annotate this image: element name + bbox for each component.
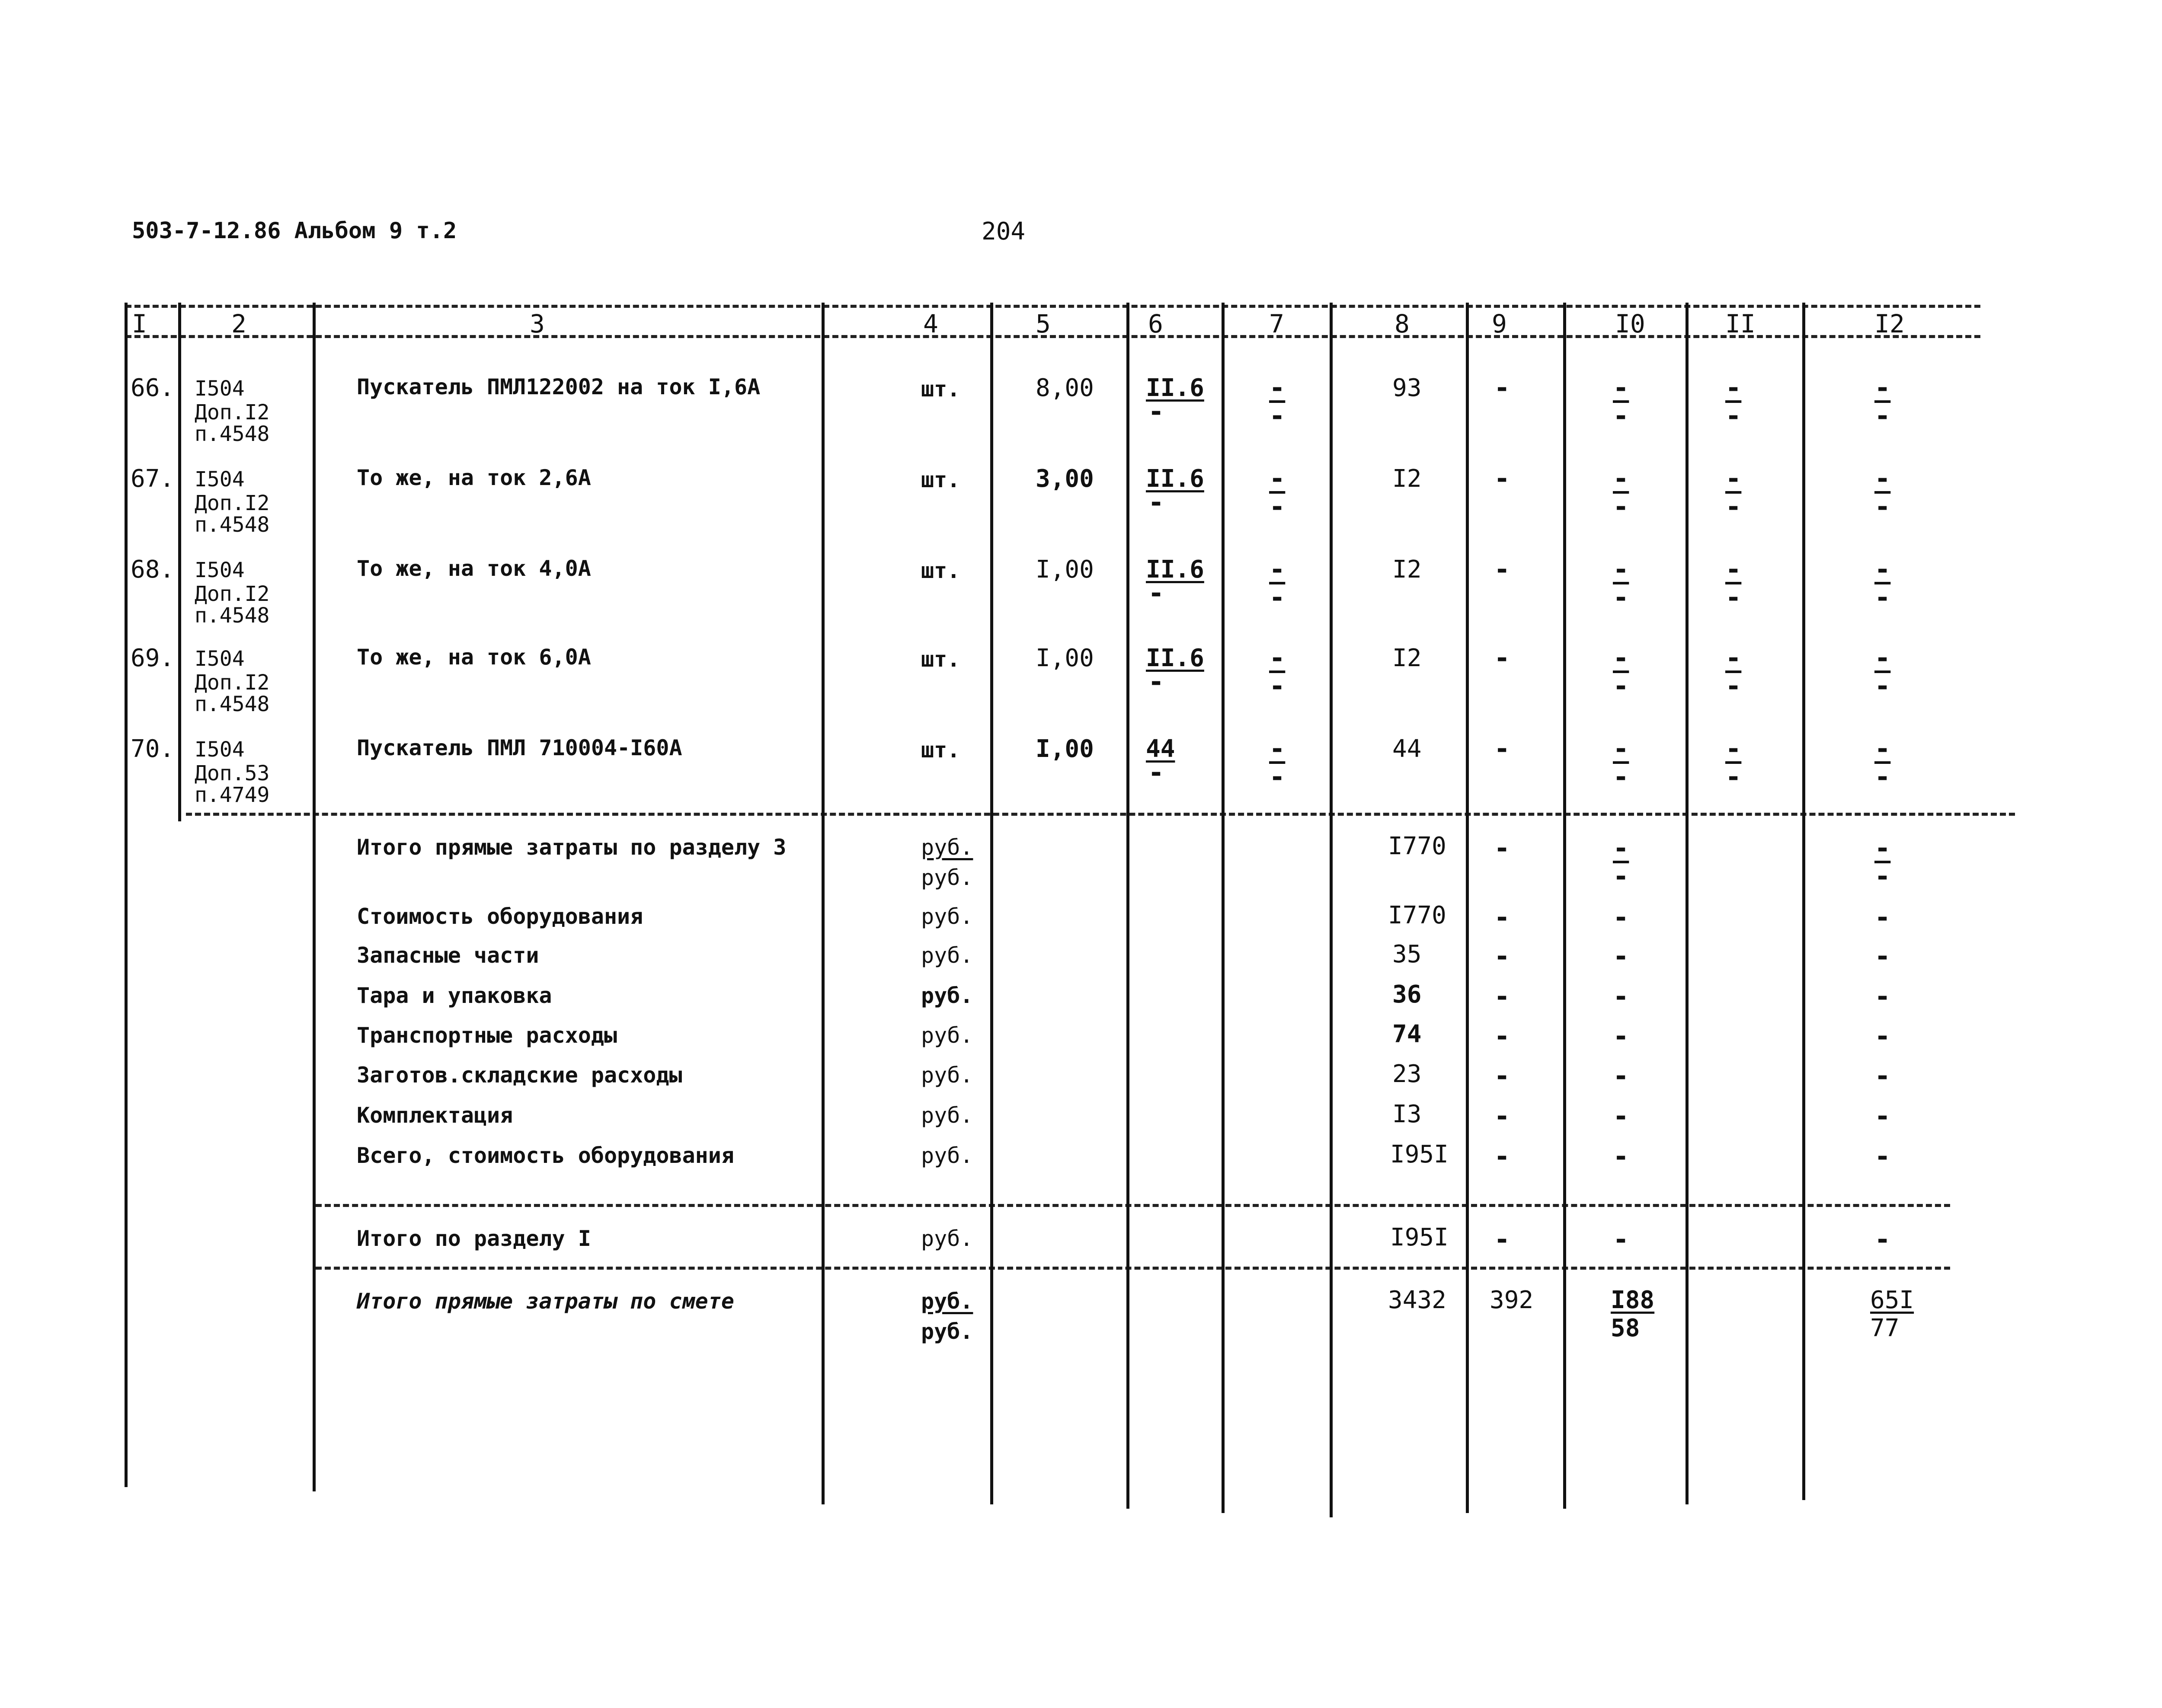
- item-col9: -: [1494, 463, 1510, 494]
- dash-mark: -: [1874, 463, 1891, 494]
- col-line-2: [178, 303, 181, 821]
- item-code-1: I504: [195, 467, 245, 492]
- summary-col8: I3: [1392, 1100, 1422, 1128]
- item-code-3: п.4749: [195, 783, 270, 807]
- dash-mark: -: [1874, 491, 1891, 522]
- item-unit: шт.: [921, 737, 960, 763]
- section-total-col9: -: [1494, 832, 1510, 864]
- item-col8: 44: [1392, 735, 1422, 763]
- col-header-2: 2: [231, 309, 246, 338]
- summary-col9: -: [1494, 1060, 1510, 1092]
- col-line-9: [1466, 303, 1469, 1513]
- summary-col10: -: [1613, 1100, 1629, 1132]
- summary-col12: -: [1874, 1060, 1891, 1092]
- summary-label: Тара и упаковка: [357, 983, 552, 1008]
- item-quantity: 3,00: [1036, 465, 1094, 493]
- col-header-4: 4: [923, 309, 938, 338]
- section-total-unit-2: руб.: [921, 865, 973, 890]
- item-code-2: Доп.I2: [195, 582, 270, 606]
- item-quantity: I,00: [1036, 555, 1094, 584]
- item-quantity: I,00: [1036, 735, 1094, 763]
- summary-col8: I770: [1388, 901, 1446, 929]
- col-line-4: [822, 303, 825, 1504]
- col-header-7: 7: [1269, 309, 1284, 338]
- item-number: 69.: [131, 644, 175, 672]
- item-code-3: п.4548: [195, 692, 270, 716]
- summary-label: Заготов.складские расходы: [357, 1063, 682, 1088]
- summary-col9: -: [1494, 980, 1510, 1012]
- section-separator: [316, 1267, 1950, 1270]
- summary-label: Транспортные расходы: [357, 1023, 617, 1048]
- dash-mark: -: [1874, 553, 1891, 585]
- item-name: То же, на ток 6,0А: [357, 645, 591, 670]
- dash-mark: -: [1269, 733, 1286, 764]
- summary-col10: -: [1613, 940, 1629, 972]
- item-col6: 44: [1146, 735, 1175, 763]
- dash-mark: -: [1725, 733, 1742, 764]
- grand-total-col10-bottom: 58: [1611, 1314, 1640, 1342]
- summary-col12: -: [1874, 980, 1891, 1012]
- dash-mark: -: [1613, 860, 1629, 892]
- dash-mark: -: [1725, 491, 1742, 522]
- item-col6-dash: -: [1148, 396, 1164, 427]
- item-number: 66.: [131, 374, 175, 402]
- summary-unit: руб.: [921, 1103, 973, 1128]
- dash-mark: -: [1725, 400, 1742, 431]
- summary-col10: -: [1613, 901, 1629, 933]
- dash-mark: -: [1725, 761, 1742, 792]
- col-header-5: 5: [1036, 309, 1051, 338]
- grand-total-unit-2: руб.: [921, 1319, 973, 1344]
- item-code-1: I504: [195, 737, 245, 762]
- dash-mark: -: [1725, 372, 1742, 403]
- summary-label: Комплектация: [357, 1103, 513, 1128]
- dash-mark: -: [1874, 832, 1891, 864]
- col-header-6: 6: [1148, 309, 1163, 338]
- section1-total-col10: -: [1613, 1223, 1629, 1255]
- summary-col12: -: [1874, 901, 1891, 933]
- summary-col9: -: [1494, 1020, 1510, 1052]
- col-line-7: [1222, 303, 1225, 1513]
- summary-label: Стоимость оборудования: [357, 904, 643, 929]
- item-col8: 93: [1392, 374, 1422, 402]
- items-separator: [186, 813, 2015, 816]
- item-quantity: 8,00: [1036, 374, 1094, 402]
- summary-col8: I95I: [1390, 1140, 1449, 1168]
- col-line-3: [313, 303, 316, 1491]
- col-line-1: [125, 303, 128, 1487]
- dash-mark: -: [1613, 553, 1629, 585]
- summary-unit: руб.: [921, 983, 973, 1008]
- grand-total-unit-1: руб.: [921, 1289, 973, 1314]
- grand-total-col9: 392: [1490, 1286, 1534, 1314]
- summary-col8: 35: [1392, 940, 1422, 968]
- dash-mark: -: [1874, 400, 1891, 431]
- col-header-9: 9: [1492, 309, 1507, 338]
- summary-col12: -: [1874, 1100, 1891, 1132]
- col-header-3: 3: [530, 309, 545, 338]
- item-col9: -: [1494, 372, 1510, 403]
- summary-col8: 36: [1392, 980, 1422, 1009]
- col-header-11: II: [1725, 309, 1756, 338]
- item-quantity: I,00: [1036, 644, 1094, 672]
- item-name: То же, на ток 4,0А: [357, 556, 591, 581]
- item-unit: шт.: [921, 377, 960, 402]
- dash-mark: -: [1613, 832, 1629, 864]
- dash-mark: -: [1613, 463, 1629, 494]
- item-code-2: Доп.I2: [195, 400, 270, 425]
- dash-mark: -: [1613, 581, 1629, 613]
- summary-col10: -: [1613, 1140, 1629, 1172]
- dash-mark: -: [1269, 581, 1286, 613]
- item-col6: II.6: [1146, 465, 1204, 493]
- item-unit: шт.: [921, 558, 960, 583]
- item-unit: шт.: [921, 647, 960, 672]
- dash-mark: -: [1874, 372, 1891, 403]
- header-top-border: [125, 305, 1980, 308]
- grand-total-col12-bottom: 77: [1870, 1314, 1900, 1342]
- grand-total-label: Итого прямые затраты по смете: [357, 1289, 734, 1314]
- dash-mark: -: [1874, 670, 1891, 702]
- item-col6: II.6: [1146, 644, 1204, 672]
- item-col6-dash: -: [1148, 666, 1164, 697]
- col-line-5: [990, 303, 993, 1504]
- summary-unit: руб.: [921, 1023, 973, 1048]
- col-header-1: I: [132, 309, 147, 338]
- item-code-1: I504: [195, 558, 245, 582]
- item-code-3: п.4548: [195, 422, 270, 446]
- summary-col9: -: [1494, 901, 1510, 933]
- item-col8: I2: [1392, 644, 1422, 672]
- item-col6-dash: -: [1148, 486, 1164, 518]
- grand-total-col12-top: 65I: [1870, 1286, 1914, 1314]
- summary-col10: -: [1613, 980, 1629, 1012]
- grand-total-col8: 3432: [1388, 1286, 1446, 1314]
- section1-total-col8: I95I: [1390, 1223, 1449, 1251]
- dash-mark: -: [1613, 670, 1629, 702]
- item-name: Пускатель ПМЛ 710004-I60А: [357, 735, 682, 760]
- item-col6: II.6: [1146, 555, 1204, 584]
- col-header-12: I2: [1874, 309, 1905, 338]
- col-header-8: 8: [1394, 309, 1410, 338]
- summary-unit: руб.: [921, 1143, 973, 1168]
- item-code-1: I504: [195, 377, 245, 401]
- item-name: То же, на ток 2,6А: [357, 465, 591, 490]
- dash-mark: -: [1269, 400, 1286, 431]
- item-unit: шт.: [921, 467, 960, 492]
- document-code: 503-7-12.86 Альбом 9 т.2: [132, 218, 457, 244]
- summary-label: Всего, стоимость оборудования: [357, 1143, 734, 1168]
- dash-mark: -: [1269, 670, 1286, 702]
- section1-total-label: Итого по разделу I: [357, 1226, 591, 1251]
- summary-label: Запасные части: [357, 943, 539, 968]
- item-code-2: Доп.I2: [195, 491, 270, 515]
- summary-separator: [316, 1204, 1950, 1207]
- dash-mark: -: [1613, 761, 1629, 792]
- col-line-8: [1330, 303, 1333, 1517]
- item-code-1: I504: [195, 647, 245, 671]
- dash-mark: -: [1269, 372, 1286, 403]
- section-total-unit-1: руб.: [921, 835, 973, 860]
- item-col8: I2: [1392, 465, 1422, 493]
- item-col9: -: [1494, 553, 1510, 585]
- dash-mark: -: [1874, 860, 1891, 892]
- col-line-11: [1685, 303, 1689, 1504]
- section-total-col8: I770: [1388, 832, 1446, 860]
- dash-mark: -: [1725, 642, 1742, 674]
- item-code-3: п.4548: [195, 513, 270, 537]
- dash-mark: -: [1874, 642, 1891, 674]
- summary-col10: -: [1613, 1060, 1629, 1092]
- summary-col9: -: [1494, 1140, 1510, 1172]
- item-col8: I2: [1392, 555, 1422, 584]
- summary-col10: -: [1613, 1020, 1629, 1052]
- item-col6: II.6: [1146, 374, 1204, 402]
- item-col6-dash: -: [1148, 577, 1164, 609]
- dash-mark: -: [1613, 733, 1629, 764]
- dash-mark: -: [1269, 553, 1286, 585]
- item-col6-dash: -: [1148, 757, 1164, 788]
- page-number: 204: [982, 217, 1026, 246]
- col-line-6: [1126, 303, 1129, 1509]
- summary-unit: руб.: [921, 1063, 973, 1088]
- dash-mark: -: [1725, 670, 1742, 702]
- item-col9: -: [1494, 642, 1510, 674]
- section1-total-col9: -: [1494, 1223, 1510, 1255]
- dash-mark: -: [1613, 491, 1629, 522]
- dash-mark: -: [1269, 642, 1286, 674]
- summary-col9: -: [1494, 940, 1510, 972]
- dash-mark: -: [1269, 491, 1286, 522]
- dash-mark: -: [1613, 372, 1629, 403]
- dash-mark: -: [1874, 581, 1891, 613]
- summary-col12: -: [1874, 1140, 1891, 1172]
- summary-unit: руб.: [921, 943, 973, 968]
- item-name: Пускатель ПМЛ122002 на ток I,6А: [357, 374, 761, 399]
- header-bottom-border: [125, 335, 1980, 338]
- summary-unit: руб.: [921, 904, 973, 929]
- summary-col12: -: [1874, 1020, 1891, 1052]
- dash-mark: -: [1874, 761, 1891, 792]
- dash-mark: -: [1613, 642, 1629, 674]
- dash-mark: -: [1725, 553, 1742, 585]
- dash-mark: -: [1874, 733, 1891, 764]
- summary-col8: 23: [1392, 1060, 1422, 1088]
- summary-col9: -: [1494, 1100, 1510, 1132]
- section-total-label: Итого прямые затраты по разделу 3: [357, 835, 787, 860]
- item-code-2: Доп.I2: [195, 670, 270, 695]
- item-code-3: п.4548: [195, 603, 270, 628]
- summary-col12: -: [1874, 940, 1891, 972]
- dash-mark: -: [1725, 463, 1742, 494]
- section1-total-unit: руб.: [921, 1226, 973, 1251]
- item-number: 67.: [131, 465, 175, 493]
- dash-mark: -: [1269, 761, 1286, 792]
- col-header-10: I0: [1615, 309, 1645, 338]
- item-number: 68.: [131, 555, 175, 584]
- section1-total-col12: -: [1874, 1223, 1891, 1255]
- item-code-2: Доп.53: [195, 761, 270, 785]
- summary-col8: 74: [1392, 1020, 1422, 1048]
- grand-total-col10-top: I88: [1611, 1286, 1655, 1314]
- dash-mark: -: [1269, 463, 1286, 494]
- item-number: 70.: [131, 735, 175, 763]
- dash-mark: -: [1725, 581, 1742, 613]
- col-line-12: [1802, 303, 1805, 1500]
- col-line-10: [1563, 303, 1566, 1509]
- item-col9: -: [1494, 733, 1510, 764]
- dash-mark: -: [1613, 400, 1629, 431]
